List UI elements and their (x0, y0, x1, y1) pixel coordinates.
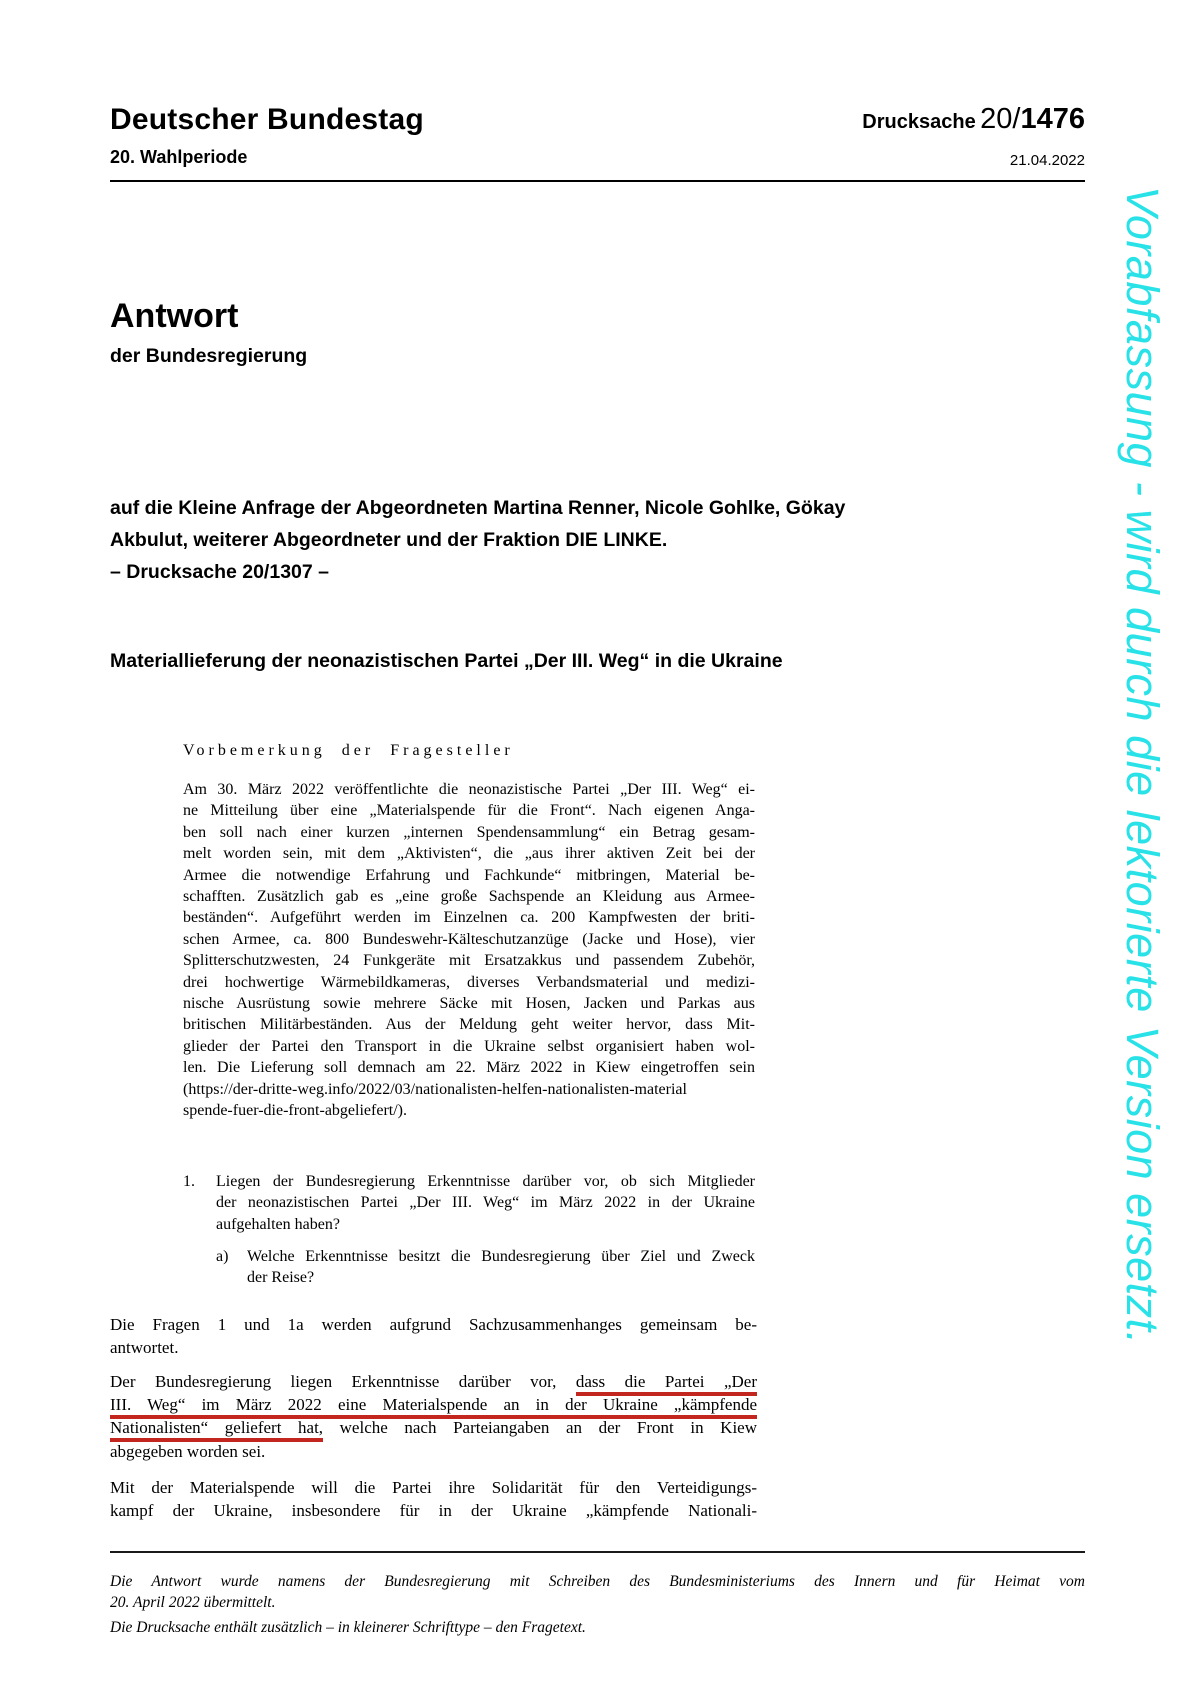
question-item-1a (216, 1246, 755, 1289)
footer-transmittal-note: Die Antwort wurde namens der Bundesregierung mit Schreiben des Bundesministeriums des Innern und für Heimat vom 20. April 2022 übermittelt. (110, 1573, 1085, 1611)
answer-paragraph-2-with-red-underline: Der Bundesregierung liegen Erkenntnisse darüber vor, dass die Partei „Der III. Weg“ im März 2022 eine Materialspende an in der Ukraine „kämpfende Nationalisten“ geliefert hat, welche nach Parteiangaben an der Front in Kiew abgegeben worden sei. (110, 1372, 757, 1461)
question-1-text: Liegen der Bundesregierung Erkenntnisse darüber vor, ob sich Mitglieder der neonazistischen Partei „Der III. Weg“ im März 2022 in der Ukraine aufgehalten haben? (216, 1173, 755, 1233)
issue-date: 21.04.2022 (1009, 152, 1085, 169)
request-reference: auf die Kleine Anfrage der Abgeordneten Martina Renner, Nicole Gohlke, Gökay Akbulut, weiterer Abgeordneter und der Fraktion DIE LINKE. – Drucksache 20/1307 – (110, 497, 846, 583)
question-1-number: 1. (183, 1173, 195, 1190)
subject-title: Materiallieferung der neonazistischen Partei „Der III. Weg“ in die Ukraine (110, 650, 783, 672)
answer-heading: Antwort (110, 297, 239, 335)
drucksache-number-prefix: 20/ (980, 103, 1021, 135)
footer-typography-note: Die Drucksache enthält zusätzlich – in kleinerer Schrifttype – den Fragetext. (110, 1619, 586, 1636)
question-item-1 (183, 1171, 755, 1235)
question-1a-text: Welche Erkenntnisse besitzt die Bundesregierung über Ziel und Zweck der Reise? (247, 1248, 755, 1287)
preliminary-remarks-body: Am 30. März 2022 veröffentlichte die neonazistische Partei „Der III. Weg“ ei- ne Mitteilung über eine „Materialspende für die Front“. Nach eigenen Anga- ben soll nach einer kurzen „internen Spendensammlung“ ein Betrag gesam- melt worden sein, mit dem „Aktivisten“, die „aus ihrer aktiven Zeit bei der Armee die notwendige Erfahrung und Fachkunde“ mitbringen, Material be- schafften. Zusätzlich gab es „eine große Sachspende an Kleidung aus Armee- beständen“. Aufgeführt werden im Einzelnen ca. 200 Kampfwesten der briti- schen Armee, ca. 800 Bundeswehr-Kälteschutzanzüge (Jacke und Hose), vier Splitterschutzwesten, 24 Funkgeräte mit Ersatzakkus und passendem Zubehör, drei hochwertige Wärmebildkameras, diverses Verbandsmaterial und medizi- nische Ausrüstung sowie mehrere Säcke mit Hosen, Jacken und Parkas aus britischen Militärbeständen. Aus der Meldung geht weiter hervor, dass Mit- glieder der Partei den Transport in die Ukraine selbst organisiert haben wol- len. Die Lieferung soll demnach am 22. März 2022 in Kiew eingetroffen sein (https://der-dritte-weg.info/2022/03/nationalisten-helfen-nationalisten-material spende-fuer-die-front-abgeliefert/). (183, 781, 755, 1120)
footer-divider-rule (110, 1551, 1085, 1553)
question-1a-number: a) (216, 1248, 229, 1265)
answer-subheading: der Bundesregierung (110, 345, 308, 367)
drucksache-number: 1476 (1020, 103, 1085, 135)
organization-title: Deutscher Bundestag (110, 103, 424, 136)
header-divider-rule (110, 180, 1085, 182)
preliminary-remarks-heading: Vorbemerkung der Fragesteller (183, 742, 514, 759)
drucksache-label: Drucksache (862, 111, 976, 133)
answer-paragraph-3: Mit der Materialspende will die Partei ihre Solidarität für den Verteidigungs- kampf der Ukraine, insbesondere für in der Ukraine „kämpfende Nationali- (110, 1478, 757, 1521)
legislative-period: 20. Wahlperiode (110, 147, 248, 167)
vorabfassung-watermark: Vorabfassung - wird durch die lektorierte Version ersetzt. (1117, 186, 1168, 1345)
answer-paragraph-1: Die Fragen 1 und 1a werden aufgrund Sachzusammenhanges gemeinsam be- antwortet. (110, 1315, 757, 1358)
footer (110, 1572, 1085, 1639)
drucksache-reference-header (862, 103, 1085, 136)
